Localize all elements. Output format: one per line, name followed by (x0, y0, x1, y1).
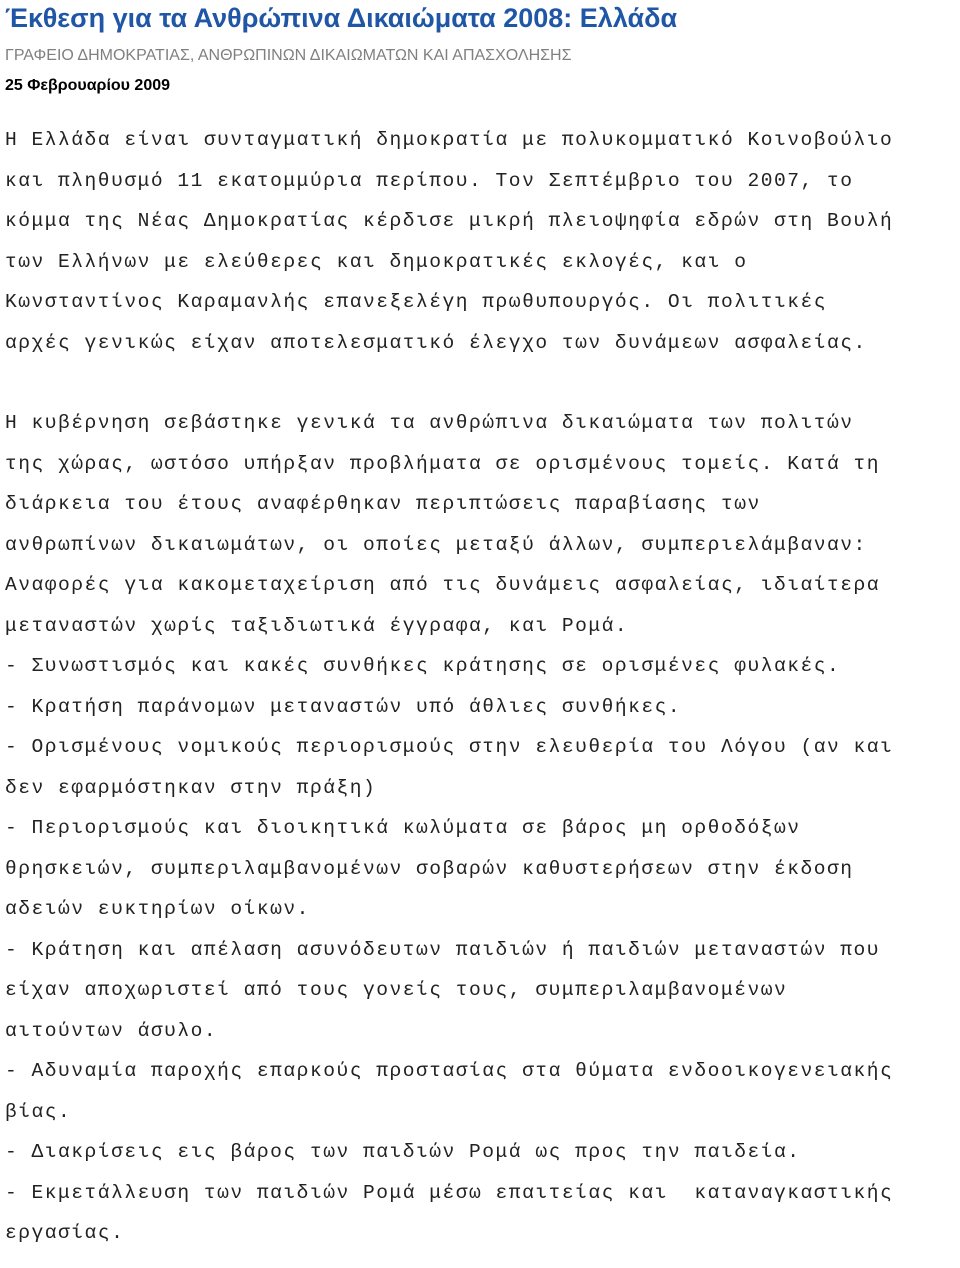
list-item: - Διακρίσεις εις βάρος των παιδιών Ρομά ως προς την παιδεία. (5, 1141, 801, 1163)
list-item: - Αδυναμία παροχής επαρκούς προστασίας στα θύματα ενδοοικογενειακής (5, 1060, 894, 1082)
list-item: - Συνωστισμός και κακές συνθήκες κράτησης σε ορισμένες φυλακές. (5, 655, 841, 677)
paragraph-human-rights (5, 403, 960, 1254)
list-item: - Κρατήση παράνομων μεταναστών υπό άθλιες συνθήκες. (5, 695, 682, 718)
paragraph-line: Αναφορές για κακομεταχείριση από τις δυνάμεις ασφαλείας, ιδιαίτερα (5, 574, 881, 596)
office-name: ΓΡΑΦΕΙΟ ΔΗΜΟΚΡΑΤΙΑΣ, ΑΝΘΡΩΠΙΝΩΝ ΔΙΚΑΙΩΜΑΤΩΝ ΚΑΙ ΑΠΑΣΧΟΛΗΣΗΣ (5, 47, 572, 64)
paragraph-line: και πληθυσμό 11 εκατομμύρια περίπου. Τον Σεπτέμβριο του 2007, το (5, 169, 854, 192)
list-item: - Ορισμένους νομικούς περιορισμούς στην ελευθερία του Λόγου (αν και (5, 736, 894, 758)
paragraph-line: ανθρωπίνων δικαιωμάτων, οι οποίες μεταξύ άλλων, συμπεριελάμβαναν: (5, 533, 867, 556)
list-item: - Κράτηση και απέλαση ασυνόδευτων παιδιών ή παιδιών μεταναστών που (5, 938, 881, 961)
paragraph-line: Η κυβέρνηση σεβάστηκε γενικά τα ανθρώπινα δικαιώματα των πολιτών (5, 412, 854, 434)
paragraph-line: των Ελλήνων με ελεύθερες και δημοκρατικές εκλογές, και ο (5, 250, 748, 273)
list-item-continuation: αδειών ευκτηρίων οίκων. (5, 898, 310, 920)
paragraph-line: Κωνσταντίνος Καραμανλής επανεξελέγη πρωθυπουργός. Οι πολιτικές (5, 291, 828, 313)
list-item-continuation: είχαν αποχωριστεί από τους γονείς τους, συμπεριλαμβανομένων (5, 979, 788, 1001)
list-item-continuation: βίας. (5, 1100, 72, 1123)
list-item-continuation: αιτούντων άσυλο. (5, 1019, 218, 1042)
list-item: - Περιορισμούς και διοικητικά κωλύματα σε βάρος μη ορθοδόξων (5, 817, 801, 839)
report-date: 25 Φεβρουαρίου 2009 (5, 77, 171, 94)
paragraph-line: αρχές γενικώς είχαν αποτελεσματικό έλεγχο των δυνάμεων ασφαλείας. (5, 331, 867, 354)
paragraph-line: κόμμα της Νέας Δημοκρατίας κέρδισε μικρή πλειοψηφία εδρών στη Βουλή (5, 210, 894, 232)
paragraph-line: της χώρας, ωστόσο υπήρξαν προβλήματα σε ορισμένους τομείς. Κατά τη (5, 452, 881, 475)
list-item-continuation: θρησκειών, συμπεριλαμβανομένων σοβαρών καθυστερήσεων στην έκδοση (5, 857, 854, 880)
paragraph-line: Η Ελλάδα είναι συνταγματική δημοκρατία με πολυκομματικό Κοινοβούλιο (5, 129, 894, 151)
list-item-continuation: δεν εφαρμόστηκαν στην πράξη) (5, 776, 377, 799)
paragraph-line: διάρκεια του έτους αναφέρθηκαν περιπτώσεις παραβίασης των (5, 493, 761, 515)
list-item: - Εκμετάλλευση των παιδιών Ρομά μέσω επαιτείας και καταναγκαστικής (5, 1181, 894, 1204)
paragraph-intro (5, 120, 960, 363)
page-title: Έκθεση για τα Ανθρώπινα Δικαιώματα 2008: Ελλάδα (5, 3, 678, 33)
paragraph-line: μεταναστών χωρίς ταξιδιωτικά έγγραφα, και Ρομά. (5, 614, 629, 637)
list-item-continuation: εργασίας. (5, 1222, 125, 1244)
